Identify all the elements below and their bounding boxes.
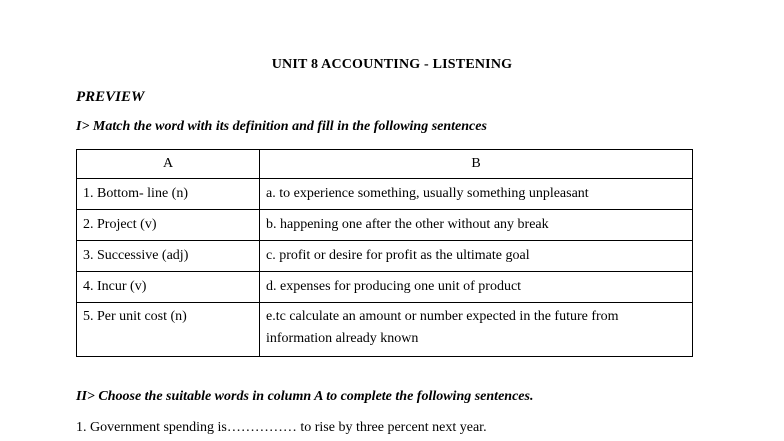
table-row <box>77 210 693 241</box>
definition-cell: c. profit or desire for profit as the ultimate goal <box>260 241 693 272</box>
page-title: UNIT 8 ACCOUNTING - LISTENING <box>271 57 513 72</box>
column-a-header: A <box>77 150 260 179</box>
definition-cell: a. to experience something, usually something unpleasant <box>260 179 693 210</box>
table-row <box>77 303 693 357</box>
exercise-sentence: 1. Government spending is…………… to rise by three percent next year. <box>76 420 487 435</box>
definition-cell: d. expenses for producing one unit of product <box>260 272 693 303</box>
section1-instruction: I> Match the word with its definition and fill in the following sentences <box>76 119 487 134</box>
preview-heading: PREVIEW <box>76 89 145 105</box>
column-b-header: B <box>260 150 693 179</box>
section2-instruction: II> Choose the suitable words in column A to complete the following sentences. <box>76 389 534 404</box>
term-cell: 4. Incur (v) <box>77 272 260 303</box>
definition-cell: e.tc calculate an amount or number expected in the future from information already known <box>260 303 693 357</box>
table-row <box>77 272 693 303</box>
term-cell: 2. Project (v) <box>77 210 260 241</box>
table-header-row <box>77 150 693 179</box>
definition-cell: b. happening one after the other without any break <box>260 210 693 241</box>
term-cell: 3. Successive (adj) <box>77 241 260 272</box>
term-cell: 5. Per unit cost (n) <box>77 303 260 357</box>
matching-table <box>76 149 693 357</box>
term-cell: 1. Bottom- line (n) <box>77 179 260 210</box>
table-row <box>77 241 693 272</box>
table-row <box>77 179 693 210</box>
